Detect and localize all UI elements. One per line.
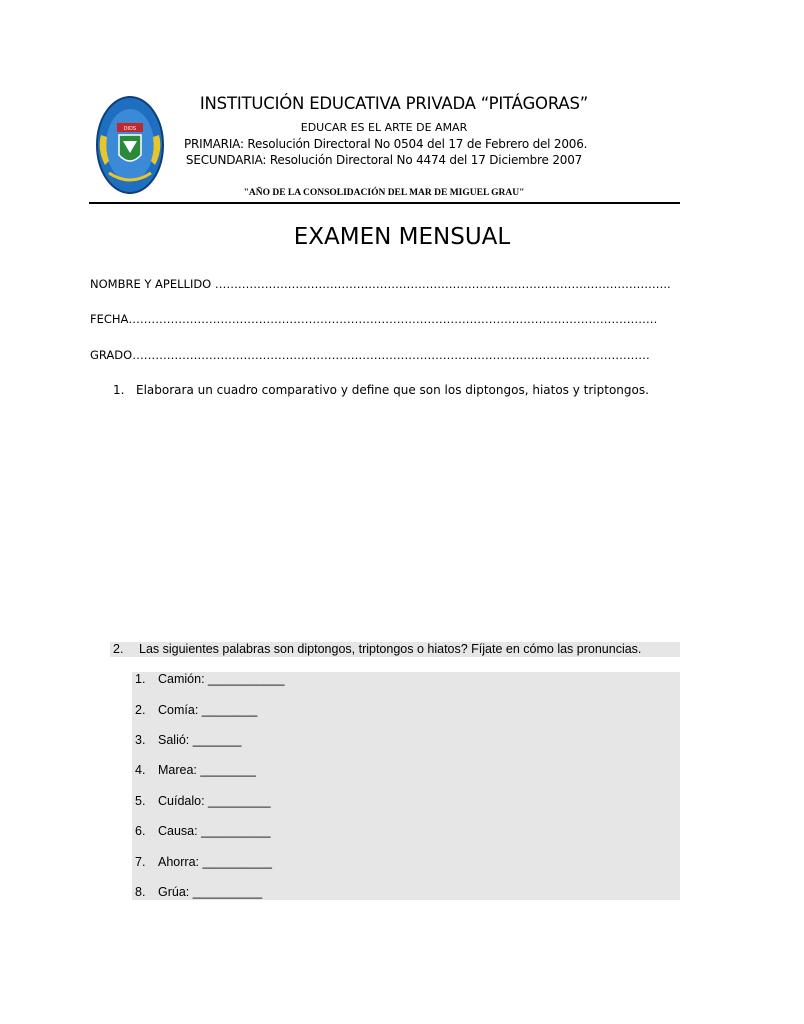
date-field: FECHA…………………………………………………………………………………………………………………………	[90, 312, 658, 326]
list-item-text: Causa: __________	[158, 824, 271, 838]
list-item-number: 6.	[135, 824, 146, 838]
list-item-text: Ahorra: __________	[158, 855, 272, 869]
question-2	[110, 642, 680, 657]
question-1-text: Elaborara un cuadro comparativo y define que son los diptongos, hiatos y triptongos.	[136, 383, 649, 397]
grade-field: GRADO………………………………………………………………………………………………………………………	[90, 348, 650, 362]
list-item-number: 3.	[135, 733, 146, 747]
institution-title: INSTITUCIÓN EDUCATIVA PRIVADA “PITÁGORAS”	[199, 94, 589, 113]
question-1	[113, 383, 649, 397]
name-field: NOMBRE Y APELLIDO ………………………………………………………………………………………………………..	[90, 277, 671, 291]
school-crest-icon	[95, 95, 165, 195]
list-item-text: Grúa: __________	[158, 885, 263, 899]
list-item	[135, 733, 241, 747]
list-item-number: 8.	[135, 885, 146, 899]
question-2-number: 2.	[113, 642, 124, 656]
secundaria-resolution: SECUNDARIA: Resolución Directoral No 4474 del 17 Diciembre 2007	[185, 153, 583, 167]
list-item-text: Comía: ________	[158, 703, 258, 717]
crest-text: DIOS	[123, 126, 137, 132]
list-item-text: Marea: ________	[158, 763, 256, 777]
list-item-number: 5.	[135, 794, 146, 808]
header-divider	[89, 202, 680, 204]
list-item-text: Salió: _______	[158, 733, 242, 747]
year-slogan: "AÑO DE LA CONSOLIDACIÓN DEL MAR DE MIGUEL GRAU"	[243, 188, 525, 198]
list-item	[135, 672, 285, 686]
list-item	[135, 885, 262, 899]
exam-title: EXAMEN MENSUAL	[293, 224, 511, 250]
list-item-number: 7.	[135, 855, 146, 869]
question-1-number: 1.	[113, 383, 125, 397]
list-item	[135, 703, 257, 717]
list-item	[135, 855, 272, 869]
list-item	[135, 824, 271, 838]
list-item	[135, 794, 271, 808]
institution-motto: EDUCAR ES EL ARTE DE AMAR	[300, 121, 468, 134]
list-item	[135, 763, 256, 777]
primaria-resolution: PRIMARIA: Resolución Directoral No 0504 del 17 de Febrero del 2006.	[184, 137, 588, 151]
question-2-text: Las siguientes palabras son diptongos, triptongos o hiatos? Fíjate en cómo las pronuncias.	[139, 642, 642, 656]
list-item-number: 4.	[135, 763, 146, 777]
list-item-number: 2.	[135, 703, 146, 717]
list-item-text: Camión: ___________	[158, 672, 285, 686]
list-item-number: 1.	[135, 672, 146, 686]
list-item-text: Cuídalo: _________	[158, 794, 271, 808]
